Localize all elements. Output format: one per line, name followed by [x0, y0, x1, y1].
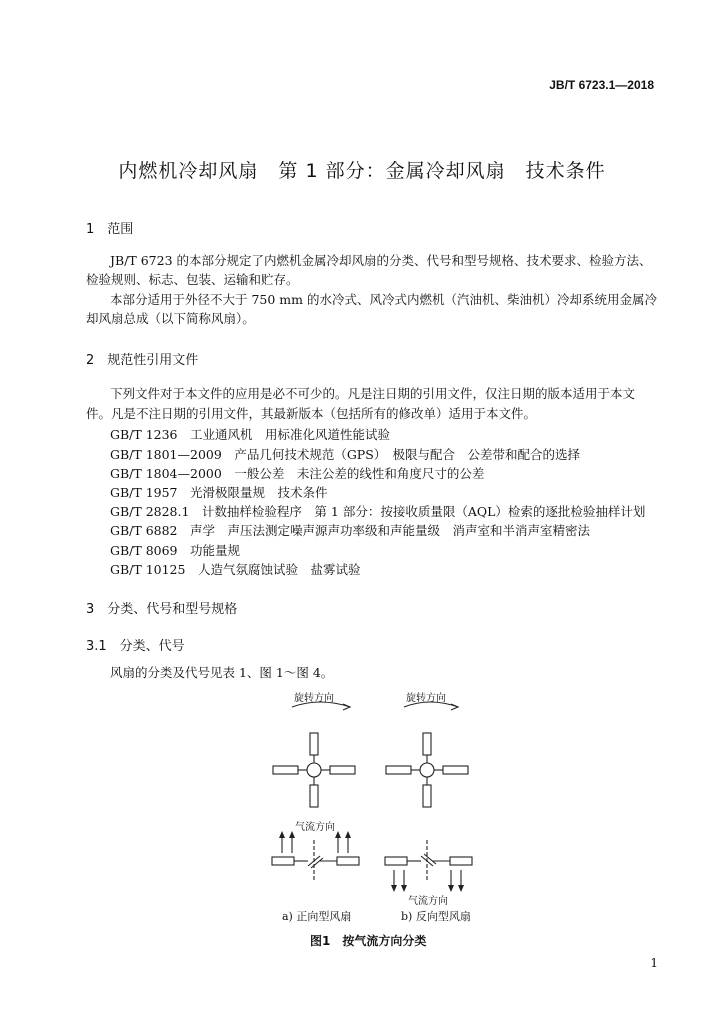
caption-a: a) 正向型风扇 [282, 910, 352, 923]
airflow-label-a: 气流方向 [295, 822, 335, 833]
reference-item: GB/T 2828.1 计数抽样检验程序 第 1 部分：按接收质量限（AQL）检索的逐批检验抽样计划 [110, 504, 646, 519]
section-2-intro-line1: 下列文件对于本文件的应用是必不可少的。凡是注日期的引用文件，仅注日期的版本适用于本文 [110, 386, 636, 401]
figure-1-title: 图1 按气流方向分类 [310, 934, 427, 948]
section-2-heading: 2 规范性引用文件 [86, 353, 199, 368]
reference-item: GB/T 6882 声学 声压法测定噪声源声功率级和声能量级 消声室和半消声室精密法 [110, 523, 591, 538]
section-1-para1-line2: 检验规则、标志、包装、运输和贮存。 [86, 272, 299, 287]
section-2-intro-line2: 件。凡是不注日期的引用文件，其最新版本（包括所有的修改单）适用于本文件。 [86, 406, 537, 421]
section-1-para2-line1: 本部分适用于外径不大于 750 mm 的水冷式、风冷式内燃机（汽油机、柴油机）冷却系统用金属冷 [110, 292, 657, 307]
section-1-heading: 1 范围 [86, 222, 134, 237]
document-title: 内燃机冷却风扇 第 1 部分：金属冷却风扇 技术条件 [118, 160, 606, 182]
reference-item: GB/T 10125 人造气氛腐蚀试验 盐雾试验 [110, 562, 361, 577]
reference-item: GB/T 1801—2009 产品几何技术规范（GPS） 极限与配合 公差带和配合的选择 [110, 447, 581, 462]
fan-top-view-b [386, 733, 468, 807]
fan-side-view-a [272, 840, 359, 882]
rotation-label-b: 旋转方向 [406, 693, 446, 704]
reference-item: GB/T 8069 功能量规 [110, 543, 241, 558]
figure-1-diagram [0, 680, 724, 910]
fan-side-view-b [385, 840, 472, 882]
rotation-label-a: 旋转方向 [294, 693, 334, 704]
reference-item: GB/T 1957 光滑极限量规 技术条件 [110, 485, 328, 500]
page-number: 1 [650, 956, 658, 970]
reference-item: GB/T 1804—2000 一般公差 未注公差的线性和角度尺寸的公差 [110, 466, 485, 481]
section-1-para1-line1: JB/T 6723 的本部分规定了内燃机金属冷却风扇的分类、代号和型号规格、技术要求、检验方法、 [110, 253, 652, 268]
section-3-heading: 3 分类、代号和型号规格 [86, 602, 238, 617]
airflow-label-b: 气流方向 [408, 896, 448, 907]
section-1-para2-line2: 却风扇总成（以下简称风扇）。 [86, 311, 255, 326]
caption-b: b) 反向型风扇 [401, 910, 471, 923]
section-3-1-heading: 3.1 分类、代号 [86, 639, 185, 654]
fan-top-view-a [273, 733, 355, 807]
reference-item: GB/T 1236 工业通风机 用标准化风道性能试验 [110, 427, 391, 442]
standard-number: JB/T 6723.1—2018 [549, 78, 654, 92]
section-3-1-text: 风扇的分类及代号见表 1、图 1～图 4。 [110, 665, 334, 680]
